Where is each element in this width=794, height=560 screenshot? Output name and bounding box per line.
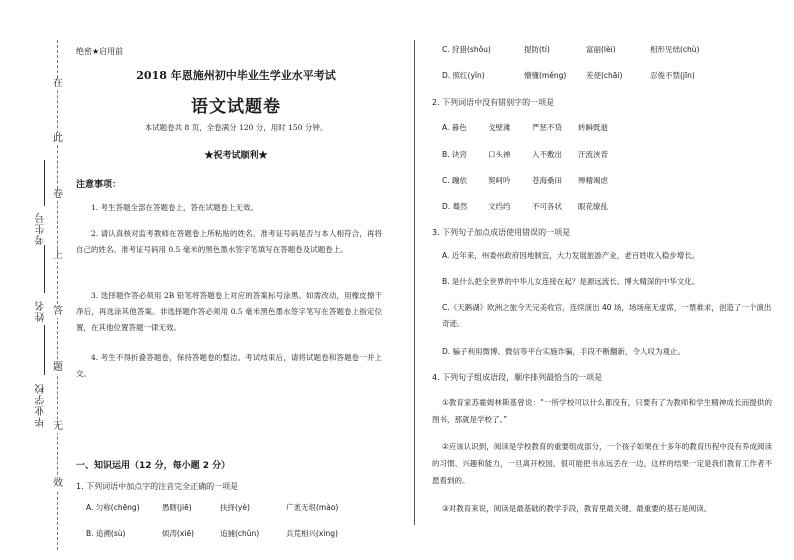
option-text: 苍海桑田 <box>532 176 562 185</box>
option-text: 汗流浃背 <box>578 150 608 159</box>
option-text: 殚精竭虑 <box>578 176 608 185</box>
student-id-field[interactable] <box>44 160 45 206</box>
option-text: 追捕(chǔn) <box>220 529 260 538</box>
binding-char: 无 <box>53 421 63 432</box>
option-text: 差使(chāi) <box>586 71 623 80</box>
question-1: 1. 下列词语中加点字的注音完全正确的一项是 <box>76 482 239 491</box>
notice-item: 2. 请认真核对监考教师在答题卷上所粘贴的姓名、准考证号码是否与本人相符合，再将自己的姓名、准考证号码用 0.5 毫米的黑色墨水签字笔填写在答题卷及试题卷上。 <box>76 229 382 254</box>
option-text: C. 蹦依 <box>442 176 468 185</box>
option-text: 富丽(lèi) <box>586 45 616 54</box>
option-text: 兵荒相兴(xìng) <box>286 529 338 538</box>
exam-note: 本试题卷共 8 页，全卷满分 120 分，用时 150 分钟。 <box>144 123 328 132</box>
binding-char: 卷 <box>53 189 63 200</box>
option-text: 懵懂(měng) <box>524 71 567 80</box>
option-text: D. 照红(yǐn) <box>442 71 485 80</box>
option-text: 提防(tí) <box>524 45 550 54</box>
option-text: 不可各状 <box>532 202 562 211</box>
option-text: D. 蓦然 <box>442 202 468 211</box>
option-text: 转瞬既逝 <box>578 123 608 132</box>
binding-char: 在 <box>53 78 63 89</box>
q4-sentence-1: ①教育家苏霍姆林斯基曾说：“一所学校可以什么都没有，只要有了为教师和学生精神成长而提供的图书，那就是学校了。” <box>432 398 772 424</box>
binding-char: 此 <box>53 133 63 144</box>
question-2: 2. 下列词语中没有错别字的一项是 <box>432 98 555 107</box>
q2-option-a <box>442 122 762 133</box>
option-text: B. 追溯(sù) <box>86 529 126 538</box>
option-text: 相形见绌(chù) <box>650 45 700 54</box>
good-luck-line: ★祝考试顺利★ <box>204 151 268 161</box>
name-label: 姓名 <box>36 300 47 322</box>
option-text: 契呵吟 <box>488 176 511 185</box>
secret-mark: 绝密★启用前 <box>76 47 124 56</box>
school-label: 毕业学校 <box>36 383 47 427</box>
q2-option-d <box>442 201 762 212</box>
q1-option-row-b <box>86 528 386 539</box>
name-field[interactable] <box>44 245 45 293</box>
option-text: 扶择(yè) <box>220 503 250 512</box>
binding-char: 题 <box>53 362 63 373</box>
question-4: 4. 下列句子组成语段，顺序排列最恰当的一项是 <box>432 373 603 382</box>
q4-sentence-3: ③对教育来说，阅读是最基础的教学手段，教育里最关键、最重要的基石是阅读。 <box>442 504 712 513</box>
binding-char: 上 <box>53 250 63 261</box>
q1-option-row-a <box>86 502 386 513</box>
q3-option-b: B. 是什么把全世界的中华儿女连接在起？是源远流长、博大精深的中华文化。 <box>442 277 700 286</box>
section-heading: 一、知识运用（12 分，每小题 2 分） <box>76 461 231 471</box>
q4-sentence-2: ②应该认识到，阅读是学校教育的重要组成部分，一个孩子如果在十多年的教育历程中没有养成阅读的习惯、兴趣和能力，一旦离开校园，很可能把书永远丢在一边，这样的结果一定是我们教育工作者不愿看到的。 <box>432 442 772 485</box>
binding-char: 答 <box>53 306 63 317</box>
binding-margin <box>0 0 72 560</box>
question-3: 3. 下列句子加点成语使用错误的一项是 <box>432 228 571 237</box>
student-id-label: 考生号 <box>36 212 47 245</box>
binding-dash-line <box>57 40 58 550</box>
option-text: 严惩不贷 <box>532 123 562 132</box>
column-divider <box>414 40 415 525</box>
binding-char: 效 <box>53 478 63 489</box>
notice-item: 3. 选择题作答必须用 2B 铅笔将答题卷上对应的答案标号涂黑。如需改动，用橡皮擦干净后，再选涂其他答案。非选择题作答必须用 0.5 毫米黑色墨水签字笔写在答题卷上指定位置，在其他位置答题一律无效。 <box>76 291 382 332</box>
notice-item: 4. 考生不得折叠答题卷，保持答题卷的整洁。考试结束后，请将试题卷和答题卷一并上交。 <box>76 353 382 378</box>
q3-option-c: C.《天鹅湖》欧洲之旅今天完美收官，连续演出 40 场，场场座无虚席，一票难求，创造了一个演出奇迹。 <box>442 303 772 328</box>
q2-option-b <box>442 149 762 160</box>
option-text: C. 狩猎(shǒu) <box>442 45 491 54</box>
option-text: 眼花缭乱 <box>578 202 608 211</box>
option-text: B. 诀窍 <box>442 150 467 159</box>
notice-item: 1. 考生答题全部在答题卷上，答在试题卷上无效。 <box>91 203 259 212</box>
option-text: 愚瞎(jiē) <box>162 503 192 512</box>
option-text: 文绉绉 <box>488 202 511 211</box>
notice-title: 注意事项： <box>76 180 122 190</box>
option-text: 入不敷出 <box>532 150 562 159</box>
option-text: 忍俊不禁(jīn) <box>650 71 695 80</box>
q2-option-c <box>442 175 762 186</box>
option-text: A. 暮色 <box>442 123 467 132</box>
exam-title: 2018 年恩施州初中毕业生学业水平考试 <box>136 69 336 82</box>
q3-option-a: A. 近年来，州委州政府因地制宜，大力发展旅游产业，老百姓收入稳步增长。 <box>442 251 700 260</box>
option-text: 广袤无垠(mào) <box>286 503 339 512</box>
option-text: 烦涛(xiē) <box>162 529 194 538</box>
q1-option-row-d <box>442 70 762 81</box>
option-text: 戈壁滩 <box>488 123 511 132</box>
school-field[interactable] <box>44 325 45 375</box>
option-text: 口头禅 <box>488 150 511 159</box>
q3-option-d: D. 骗子利用微博、微信等平台实施诈骗，手段不断翻新，令人叹为观止。 <box>442 347 686 356</box>
q1-option-row-c <box>442 44 762 55</box>
option-text: A. 匀称(chēng) <box>86 503 140 512</box>
document-title: 语文试题卷 <box>191 97 281 117</box>
